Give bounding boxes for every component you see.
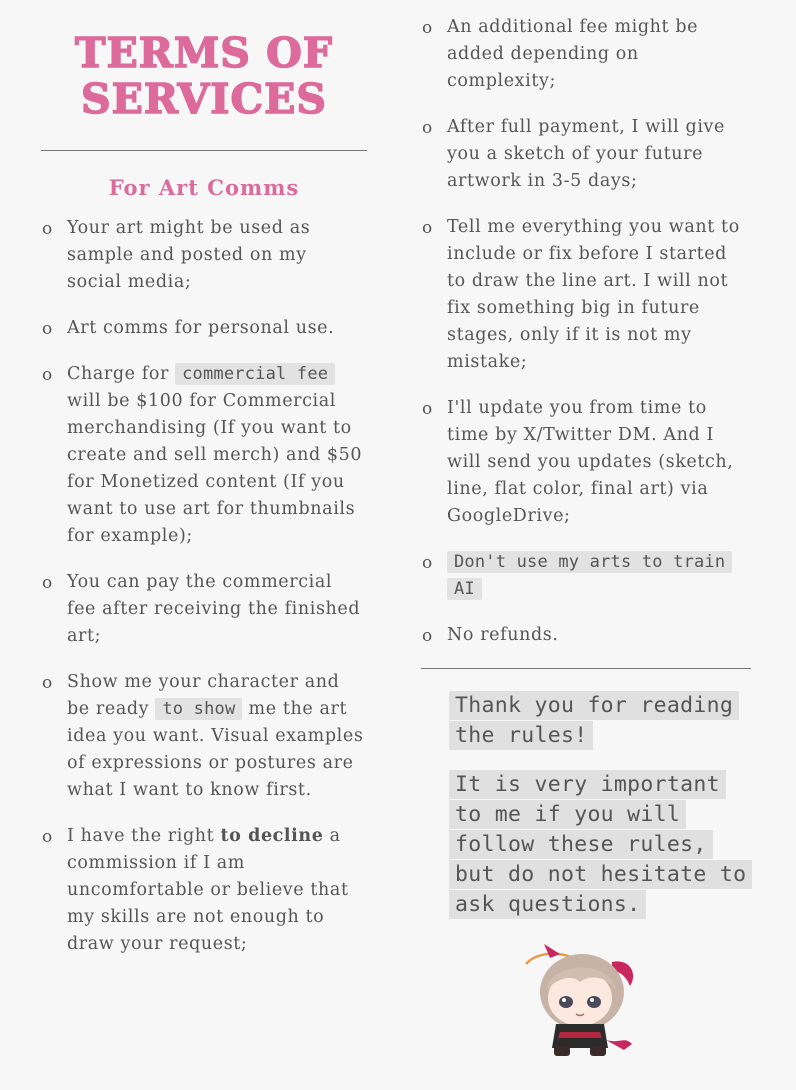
bullet-icon: o [42, 319, 53, 339]
list-item [41, 569, 367, 650]
highlight-commercial-fee: commercial fee [175, 363, 335, 385]
term-text: I'll update you from time to time by X/Twitter DM. And I will send you updates (sketch, line, flat color, final art) via GoogleDrive; [447, 398, 734, 526]
list-item [421, 622, 751, 649]
list-item [41, 215, 367, 296]
list-item [421, 214, 751, 376]
right-eye-shape [587, 996, 601, 1008]
chibi-character-illustration [520, 940, 644, 1060]
list-item [41, 823, 367, 958]
left-boot-shape [554, 1046, 570, 1056]
tail-shape [606, 1040, 632, 1050]
section-subtitle: For Art Comms [108, 175, 300, 200]
term-text: a commission if I am uncomfortable or believe that my skills are not enough to draw your request; [67, 826, 349, 954]
term-text: After full payment, I will give you a sketch of your future artwork in 3-5 days; [447, 117, 725, 191]
bullet-icon: o [422, 626, 433, 646]
right-column [421, 0, 751, 939]
right-terms-list [421, 14, 751, 649]
bullet-icon: o [422, 399, 433, 419]
belt-shape [558, 1032, 602, 1038]
term-text: An additional fee might be added depending on complexity; [447, 17, 699, 91]
bullet-icon: o [42, 219, 53, 239]
list-item [421, 14, 751, 95]
closing-message [449, 691, 751, 920]
left-terms-list [41, 215, 367, 958]
term-text: Art comms for personal use. [67, 318, 335, 338]
term-text: Show me your character and be ready [67, 672, 340, 719]
term-text: You can pay the commercial fee after receiving the finished art; [67, 572, 361, 646]
list-item [41, 315, 367, 342]
left-eye-shape [559, 996, 573, 1008]
bullet-icon: o [422, 218, 433, 238]
highlight-to-show: to show [155, 698, 242, 720]
bullet-icon: o [42, 573, 53, 593]
left-divider [41, 150, 367, 151]
term-text: will be $100 for Commercial merchandising (If you want to create and sell merch) and $50 for Monetized content (If you want to use art for thumbnails for example); [67, 391, 363, 546]
term-text: Tell me everything you want to include or fix before I started to draw the line art. I will not fix something big in future stages, only if it is not my mistake; [447, 217, 740, 372]
right-eye-shine [590, 998, 594, 1002]
page-title [41, 30, 367, 122]
term-text: me the art idea you want. Visual examples of expressions or postures are what I want to know first. [67, 699, 364, 800]
bullet-icon: o [42, 827, 53, 847]
list-item [421, 395, 751, 530]
highlight-no-ai: Don't use my arts to train AI [447, 551, 732, 600]
list-item [41, 669, 367, 804]
right-boot-shape [590, 1046, 606, 1056]
list-item [421, 549, 751, 603]
term-text: No refunds. [447, 625, 559, 645]
closing-thanks: Thank you for reading the rules! [449, 691, 739, 750]
term-text: I have the right [67, 826, 221, 846]
bullet-icon: o [42, 365, 53, 385]
bullet-icon: o [422, 18, 433, 38]
bullet-icon: o [42, 673, 53, 693]
title-line-1: TERMS OF [75, 29, 333, 77]
title-line-2: SERVICES [81, 75, 327, 123]
term-text: Charge for [67, 364, 176, 384]
right-divider [421, 668, 751, 669]
bullet-icon: o [422, 553, 433, 573]
bullet-icon: o [422, 118, 433, 138]
left-eye-shine [562, 998, 566, 1002]
left-column [41, 0, 367, 977]
bold-to-decline: to decline [220, 826, 324, 846]
closing-request: It is very important to me if you will follow these rules, but do not hesitate to ask questions. [449, 770, 752, 919]
list-item [41, 361, 367, 550]
term-text: Your art might be used as sample and posted on my social media; [67, 218, 311, 292]
left-horn-shape [544, 944, 560, 958]
list-item [421, 114, 751, 195]
